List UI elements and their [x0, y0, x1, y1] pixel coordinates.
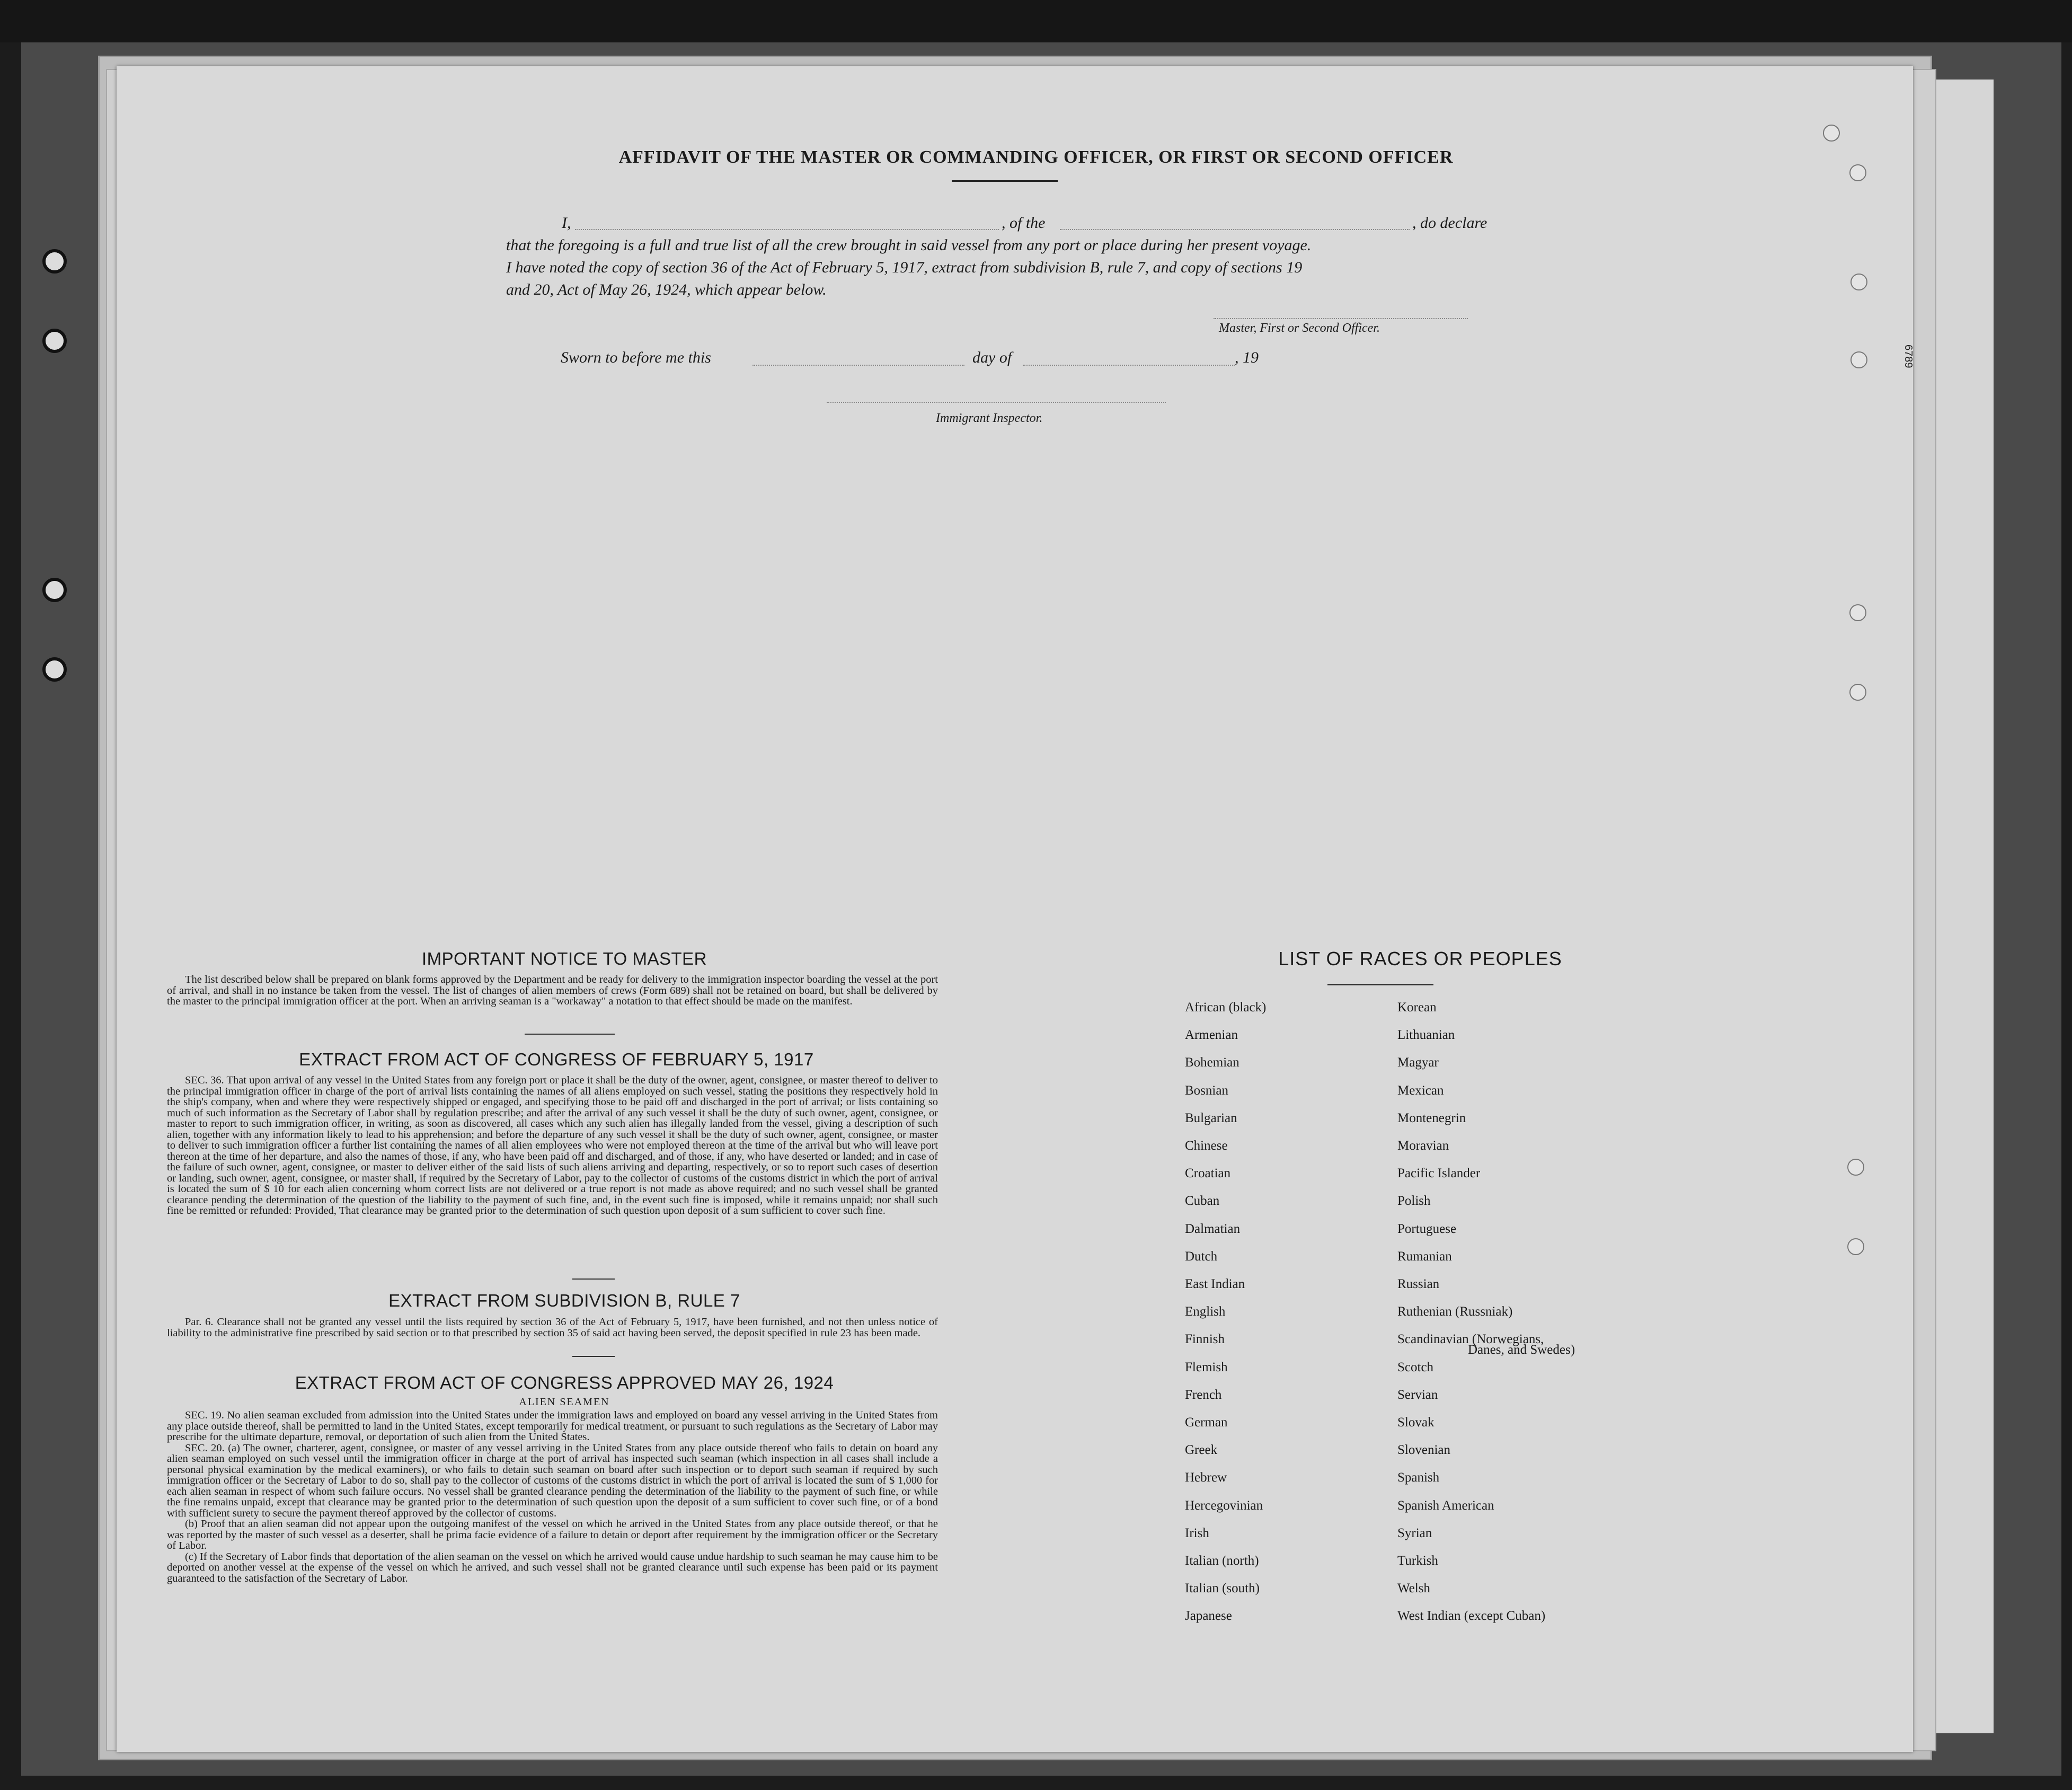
binder-hole	[42, 578, 67, 602]
race-item: Moravian	[1397, 1139, 1449, 1153]
races-title-rule	[1327, 984, 1433, 985]
race-item: Dutch	[1185, 1249, 1218, 1264]
race-item: Spanish American	[1397, 1498, 1494, 1513]
race-item: French	[1185, 1387, 1222, 1402]
extract-1917-body: SEC. 36. That upon arrival of any vessel in the United States from any foreign port or place it shall be the duty of the owner, agent, consignee, or master thereof to deliver to the principal immigration officer in charge of the port of arrival lists containing the names of all aliens employed on such vessel, stating the positions they respectively hold in the ship's company, when and where they were respectively shipped or engaged, and specifying those to be paid off and discharged in the port of arrival; or lists containing so much of such information as the Secretary of Labor shall by regulation prescribe; and after the arrival of any such vessel it shall be the duty of such owner, agent, consignee, or master to report to such immigration officer, in writing, as soon as discovered, all cases which any such alien has illegally landed from the vessel, giving a description of such alien, together with any information likely to lead to his apprehension; and before the departure of any such vessel it shall be the duty of such owner, agent, consignee, or master to deliver to such immigration officer a further list containing the names of all alien employees who were not employed thereon at the time of the arrival but who will leave port thereon at the time of her departure, and also the names of those, if any, who have been paid off and discharged, and of those, if any, who have deserted or landed; and in case of the failure of such owner, agent, consignee, or master to deliver either of the said lists of such aliens arriving and departing, respectively, or so to report such cases of desertion or landing, such owner, agent, consignee, or master shall, if required by the Secretary of Labor, pay to the collector of customs of the customs district in which the port of arrival is located the sum of $ 10 for each alien concerning whom correct lists are not delivered or a true report is not made as above required; and no such vessel shall be granted clearance pending the determination of the question of the liability to the payment of such fine, and, in the event such fine is imposed, while it remains unpaid; nor shall such fine be remitted or refunded: Provided, That clearance may be granted prior to the determination of such question upon deposit of a sum sufficient to cover such fine.	[167, 1074, 938, 1216]
sworn-text: Sworn to before me this	[561, 349, 711, 366]
races-title: LIST OF RACES OR PEOPLES	[1278, 948, 1562, 969]
notice-title: IMPORTANT NOTICE TO MASTER	[421, 949, 707, 968]
race-item: Greek	[1185, 1443, 1218, 1458]
day-blank[interactable]	[752, 365, 964, 366]
race-item: Turkish	[1397, 1554, 1438, 1568]
punch-hole	[1847, 1159, 1864, 1176]
race-item: Dalmatian	[1185, 1221, 1241, 1236]
name-blank[interactable]	[575, 229, 999, 230]
race-item: Hebrew	[1185, 1470, 1227, 1485]
subdivision-title: EXTRACT FROM SUBDIVISION B, RULE 7	[388, 1291, 740, 1310]
race-item: Servian	[1397, 1387, 1438, 1402]
year-text: , 19	[1235, 349, 1259, 366]
race-item: Rumanian	[1397, 1249, 1452, 1264]
section-divider	[572, 1278, 615, 1280]
race-item: Croatian	[1185, 1166, 1231, 1181]
punch-hole	[1849, 684, 1866, 701]
race-item: Danes, and Swedes)	[1468, 1343, 1575, 1357]
affidavit-of-the: , of the	[1002, 214, 1046, 232]
race-item: Russian	[1397, 1277, 1440, 1291]
race-item: Pacific Islander	[1397, 1166, 1481, 1181]
master-signature-label: Master, First or Second Officer.	[1219, 321, 1380, 335]
race-item: Bohemian	[1185, 1055, 1239, 1070]
sec-20a: SEC. 20. (a) The owner, charterer, agent, consignee, or master of any vessel arriving in the United States from any place outside thereof who fails to detain on board any alien seaman employed on such vessel until the immigration officer in charge at the port of arrival has inspected such seaman (which inspection in all cases shall include a personal physical examination by the medical examiners), or who fails to detain such seaman on board after such inspection or to deport such seaman if required by such immigration officer or the Secretary of Labor to do so, shall pay to the collector of customs of the customs district in which the port of arrival is located the sum of $ 1,000 for each alien seaman in respect of whom such failure occurs. No vessel shall be granted clearance pending the determination of the liability to the payment of such fine, or while the fine remains unpaid, except that clearance may be granted prior to the determination of such question upon the deposit of a sum sufficient to cover such fine, or of a bond with sufficient surety to secure the payment thereof approved by the collector of customs.	[167, 1442, 938, 1519]
sec-19: SEC. 19. No alien seaman excluded from admission into the United States under the immigration laws and employed on board any vessel arriving in the United States from any place outside thereof, shall be permitted to land in the United States, except temporarily for medical treatment, or pursuant to such regulations as the Secretary of Labor may prescribe for the ultimate departure, removal, or deportation of such alien from the United States.	[167, 1409, 938, 1443]
vessel-blank[interactable]	[1060, 229, 1410, 230]
extract-1924-body	[167, 1410, 938, 1584]
race-item: Slovenian	[1397, 1443, 1450, 1458]
race-item: Ruthenian (Russniak)	[1397, 1304, 1513, 1319]
punch-hole	[1847, 1238, 1864, 1255]
affidavit-line3: I have noted the copy of section 36 of the Act of February 5, 1917, extract from subdivision B, rule 7, and copy of sections 19	[506, 259, 1303, 276]
section-divider	[525, 1034, 615, 1035]
race-item: Bulgarian	[1185, 1110, 1237, 1125]
title-rule	[952, 180, 1058, 182]
race-item: Montenegrin	[1397, 1110, 1466, 1125]
master-signature-line[interactable]	[1214, 318, 1468, 319]
day-of-text: day of	[972, 349, 1012, 366]
sec-20c: (c) If the Secretary of Labor finds that deportation of the alien seaman on the vessel on which he arrived would cause undue hardship to such seaman he may cause him to be deported on another vessel at the expense of the vessel on which he arrived, and such vessel shall not be granted clearance until such expense has been paid or its payment guaranteed to the satisfaction of the Secretary of Labor.	[167, 1550, 938, 1584]
race-item: Mexican	[1397, 1083, 1444, 1098]
race-item: Slovak	[1397, 1415, 1435, 1430]
affidavit-line2: that the foregoing is a full and true list of all the crew brought in said vessel from any port or place during her present voyage.	[506, 236, 1312, 254]
race-item: Italian (south)	[1185, 1581, 1260, 1596]
race-item: East Indian	[1185, 1277, 1245, 1291]
race-item: Irish	[1185, 1526, 1209, 1540]
race-item: Japanese	[1185, 1609, 1232, 1624]
race-item: Armenian	[1185, 1028, 1238, 1043]
race-item: Polish	[1397, 1194, 1431, 1209]
race-item: African (black)	[1185, 1000, 1267, 1015]
binder-hole	[42, 657, 67, 682]
race-item: Flemish	[1185, 1360, 1228, 1374]
race-item: Scandinavian (Norwegians,	[1397, 1332, 1544, 1347]
affidavit-declare: , do declare	[1412, 214, 1487, 232]
punch-hole	[1823, 125, 1840, 142]
race-item: English	[1185, 1304, 1226, 1319]
month-blank[interactable]	[1023, 365, 1235, 366]
race-item: Bosnian	[1185, 1083, 1228, 1098]
binder-hole	[42, 329, 67, 353]
extract-1924-title: EXTRACT FROM ACT OF CONGRESS APPROVED MAY 26, 1924	[295, 1373, 834, 1392]
race-item: Syrian	[1397, 1526, 1432, 1540]
extract-1924-subtitle: ALIEN SEAMEN	[519, 1396, 610, 1408]
race-item: Lithuanian	[1397, 1028, 1455, 1043]
affidavit-title: AFFIDAVIT OF THE MASTER OR COMMANDING OFFICER, OR FIRST OR SECOND OFFICER	[618, 147, 1454, 167]
inspector-signature-label: Immigrant Inspector.	[936, 411, 1043, 425]
affidavit-line4: and 20, Act of May 26, 1924, which appear below.	[506, 281, 827, 298]
race-item: Portuguese	[1397, 1221, 1457, 1236]
race-item: Welsh	[1397, 1581, 1430, 1596]
race-item: Cuban	[1185, 1194, 1220, 1209]
notice-body: The list described below shall be prepared on blank forms approved by the Department and be ready for delivery to the immigration inspector boarding the vessel at the port of arrival, and shall in no instance be taken from the vessel. The list of changes of alien members of crews (Form 689) shall not be retained on board, but shall be delivered by the master to the principal immigration officer at the port. When an arriving seaman is a "workaway" a notation to that effect should be made on the manifest.	[167, 974, 938, 1007]
race-item: West Indian (except Cuban)	[1397, 1609, 1546, 1624]
extract-1917-title: EXTRACT FROM ACT OF CONGRESS OF FEBRUARY 5, 1917	[299, 1050, 814, 1069]
race-item: Hercegovinian	[1185, 1498, 1263, 1513]
race-item: German	[1185, 1415, 1228, 1430]
subdivision-body: Par. 6. Clearance shall not be granted any vessel until the lists required by section 36 of the Act of February 5, 1917, have been furnished, and not then unless notice of liability to the administrative fine prescribed by said section or to that prescribed by section 35 of said act having been served, the deposit specified in rule 23 has been made.	[167, 1316, 938, 1339]
margin-stamp: 6789	[1902, 345, 1914, 368]
affidavit-i: I,	[562, 214, 571, 232]
punch-hole	[1849, 604, 1866, 621]
race-item: Spanish	[1397, 1470, 1440, 1485]
section-divider	[572, 1356, 615, 1357]
sec-20b: (b) Proof that an alien seaman did not appear upon the outgoing manifest of the vessel on which he arrived in the United States from any place outside thereof, or that he was reported by the master of such vessel as a deserter, shall be prima facie evidence of a failure to detain or deport after requirement by the immigration officer or the Secretary of Labor.	[167, 1518, 938, 1551]
punch-hole	[1850, 274, 1867, 290]
race-item: Chinese	[1185, 1139, 1228, 1153]
race-item: Magyar	[1397, 1055, 1439, 1070]
punch-hole	[1850, 351, 1867, 368]
binder-hole	[42, 249, 67, 274]
race-item: Scotch	[1397, 1360, 1434, 1374]
inspector-signature-line[interactable]	[827, 402, 1166, 403]
race-item: Korean	[1397, 1000, 1437, 1015]
race-item: Finnish	[1185, 1332, 1225, 1347]
race-item: Italian (north)	[1185, 1554, 1259, 1568]
scan-border	[0, 0, 2072, 42]
